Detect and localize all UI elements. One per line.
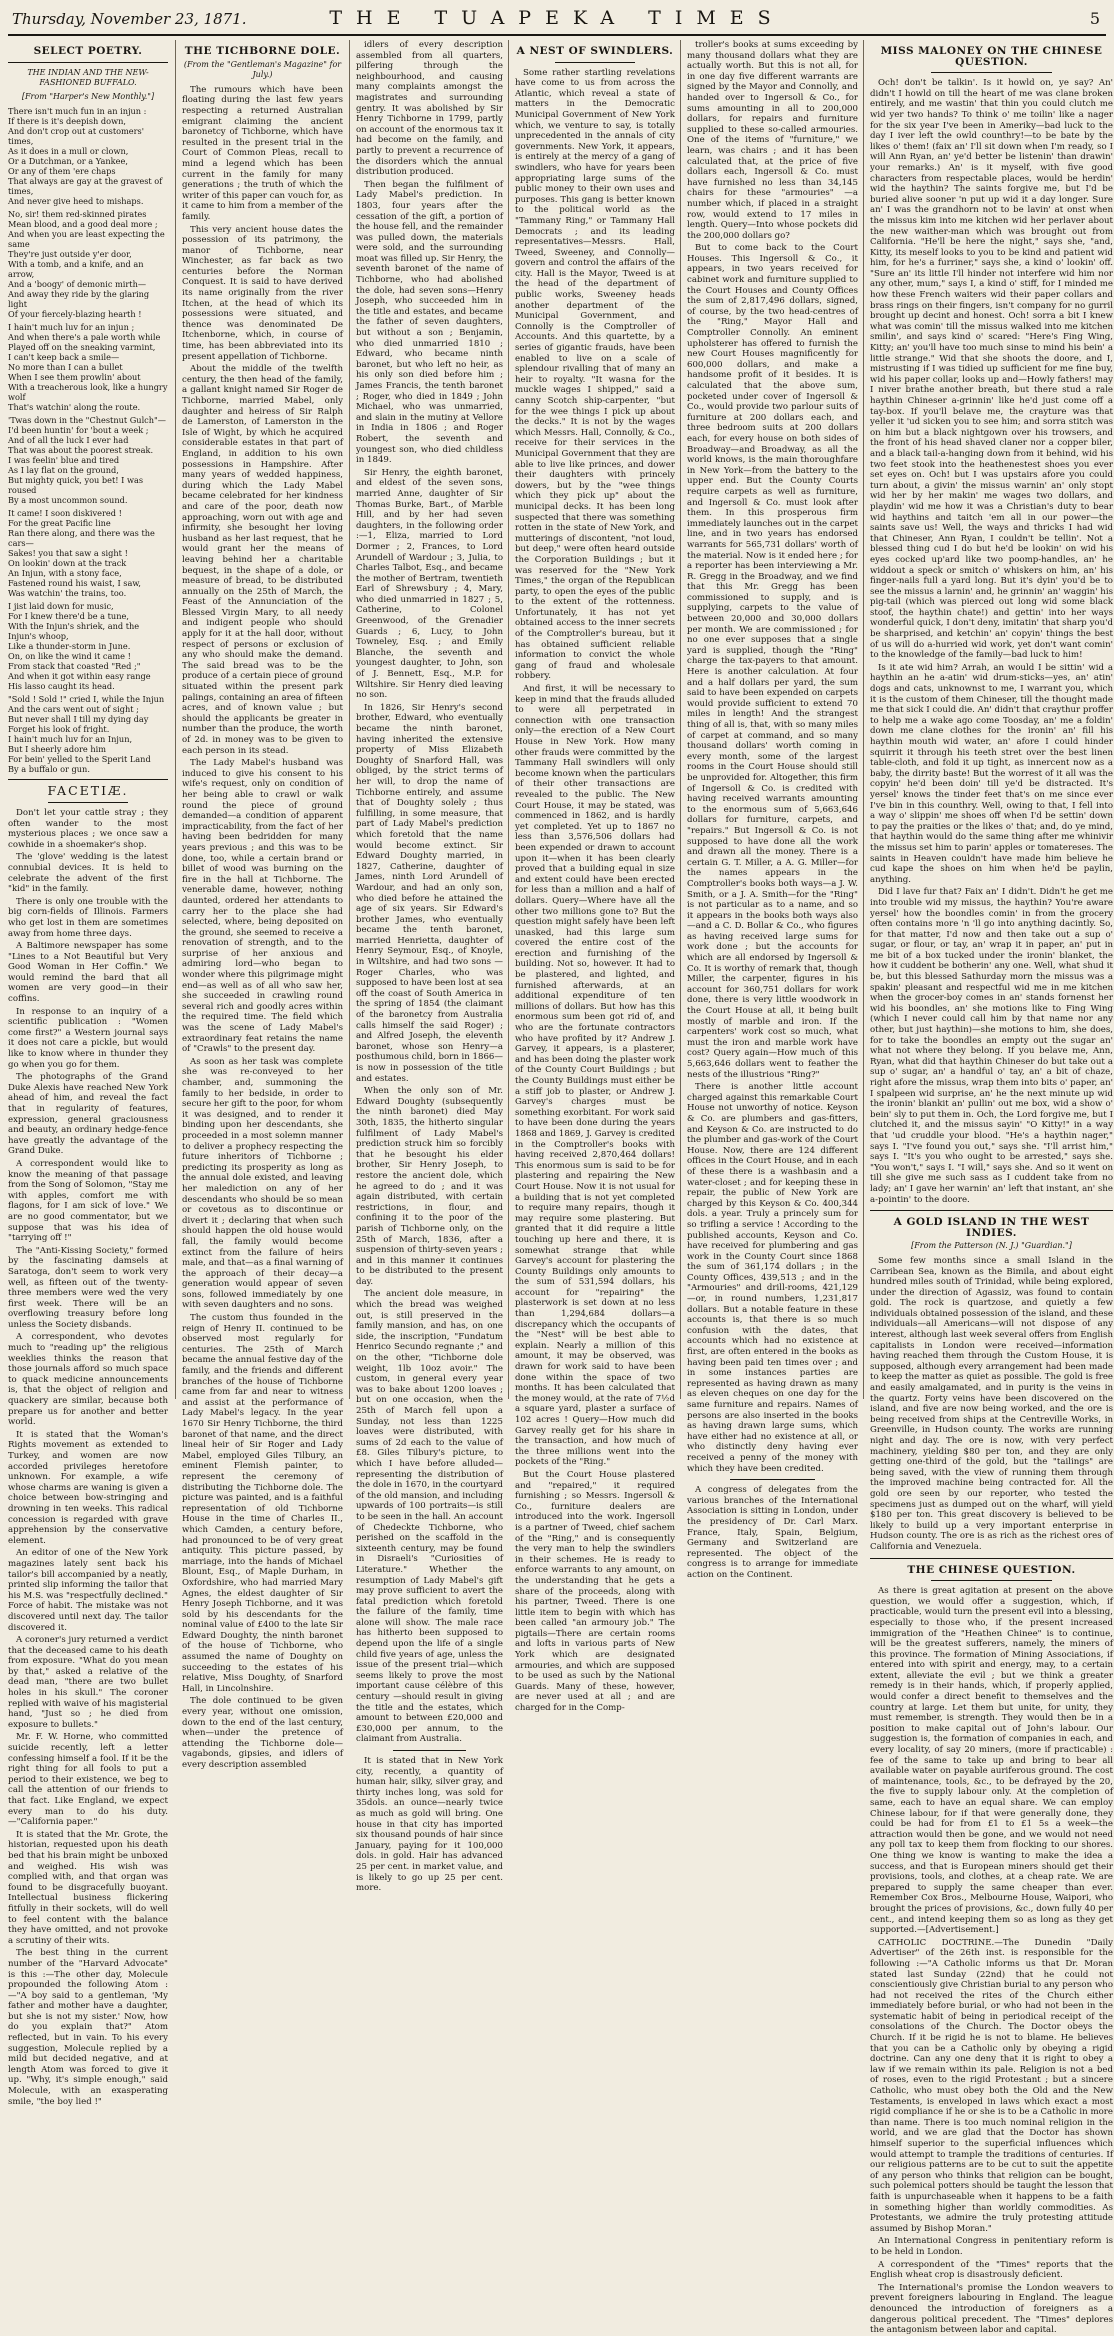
short-rule (393, 1750, 467, 1751)
short-rule (555, 62, 635, 63)
column-tichborne-dole (175, 40, 349, 1770)
article-paragraph: The ancient dole measure, in which the bread was weighed out, is still preserved in the family mansion, and has, on one side, the inscription, "Fundatum Henrico Secundo regnante ;" and on the other, "Tichborne dole weight, 1lb 10oz avoir." The custom, in general every year was to bake about 1200 loaves ; but on one occasion, when the 25th of March fell upon a Sunday, not less than 1225 loaves were distributed, with sums of 2d each to the value of £8. Giles Tilbury's picture, to which I have before alluded—representing the distribution of the dole in 1670, in the courtyard of the old mansion, and including upwards of 100 portraits—is still to be seen in the hall. An account of Chedeckte Tichborne, who perished on the scaffold in the sixteenth century, may be found in Disraeli's "Curiosities of Literature." Whether the resumption of Lady Mabel's gift may prove sufficient to avert the fatal prediction which foretold the failure of the family, time alone will show. The male race has hitherto been supposed to depend upon the life of a single child five years of age, unless the issue of the present trial—which seems likely to prove the most important cause célèbre of this century —should result in giving the title and the estates, which amount to between £20,000 and £30,000 per annum, to the claimant from Australia. (356, 1289, 503, 1745)
poem-stanza: There isn't much fun in an injun : If there is it's deepish down, And don't crop out at customers' times, As it does in a mull or clown, Or a Dutchman, or a Yankee, Or any of them 'ere chaps That always are gay at the gravest of times, And never give heed to mishaps. (8, 106, 163, 207)
section-heading-select-poetry: SELECT POETRY. (33, 45, 143, 57)
article-paragraph: When the only son of Mr. Edward Doughty (subsequently the ninth baronet) died May 30th, 1835, the hitherto singular fulfilment of Lady Mabel's prediction struck him so forcibly that he besought his elder brother, Sir Henry Joseph, to restore the ancient dole, which he agreed to do ; and it was again distributed, with certain restrictions, in flour, and confining it to the poor of the parish of Tichborne only, on the 25th of March, 1836, after a suspension of thirty-seven years ; and in this manner it continues to be distributed to the present day. (356, 1086, 503, 1287)
article-paragraph: Some few months since a small Island in the Carribean Sea, known as the Bimila, and about eight hundred miles south of Trinidad, while being explored, under the direction of Agassiz, was found to contain gold. The rock is quartzose, and quietly a few individuals obtained possession of the island, and these individuals—all Americans—will not dispose of any interest, although last week several offers from English capitalists in London were received—information having reached them through the Custom House, it is supposed, although every arrangement had been made to keep the matter as quiet as possible. The gold is free and easily amalgamated, and in purity is the veins in the quartz. Forty veins have been discovered on the island, and five are now being worked, and the ore is being received from ships at the Centreville Works, in Greenville, in Hudson county. The works are running night and day. The ore is now, with very perfect machinery, yielding $80 per ton, and they are only getting one-third of the gold, but the "tailings" are being saved, with the view of running them through the improved machine being contracted for. All the gold ore seen by our reporter, who tested the specimens just as dumped out on the wharf, will yield $180 per ton. This great discovery is believed to be likely to build up a very important enterprise in Hudson county. The ore is as rich as the richest ores of California and Venezuela. (870, 1255, 1113, 1552)
page-number: 5 (1089, 9, 1100, 28)
facetiae-item: It is stated that the Mr. Grote, the historian, requested upon his death bed that his brain might be unboxed and weighed. His wish was complied with, and that organ was found to be disgracefully buoyant. Intellectual business flickering fitfully in their sockets, will do well to feel content with the balance they have omitted, and not provoke a scrutiny of their wits. (8, 1829, 168, 1946)
column-tichborne-continued (349, 40, 509, 1894)
article-paragraph: But to come back to the Court Houses. This Ingersoll & Co., it appears, in two years received for cabinet work and furniture supplied to the Court Houses and County Offices the sum of 2,817,496 dollars, signed, of course, by the two head-centres of the "Ring," Mayor Hall and Comptroller Connolly. An eminent upholsterer has offered to furnish the new Court Houses magnificently for 600,000 dollars, and make a handsome profit of it besides. It is calculated that the above sum, pocketed under cover of Ingersoll & Co., would provide two parlour suits of furniture at 200 dollars each, and three bedroom suits at 200 dollars each, for every house on both sides of Broadway—and Broadway, as all the world knows, is the main thoroughfare in New York—from the battery to the upper end. But the County Courts require carpets as well as furniture, and Ingersoll & Co. must look after them. In this prosperous firm immediately launches out in the carpet line, and in two years has endorsed warrants for 565,731 dollars' worth of the material. Now is it ended here ; for a reporter has been interviewing a Mr. R. Gregg in the Broadway, and we find that this Mr. Gregg has been commissioned to supply, and is supplying, carpets to the value of between 20,000 and 30,000 dollars per month. We are commissioned ; for no one ever supposes that a single yard is supplied, though the "Ring" charge the tax-payers to that amount. Here is another calculation. At four and a half dollars per yard, the sum said to have been expended on carpets would provide sufficient to extend 70 miles in length! And the strangest thing of all is, that, with so many miles of carpet at command, and so many thousand dollars' worth coming in every month, some of the largest rooms in the Court House should still be unprovided for. Altogether, this firm of Ingersoll & Co. is credited with having received warrants amounting to the enormous sum of 5,663,646 dollars for furniture, carpets, and "repairs." But Ingersoll & Co. is not supposed to have done all the work and drawn all the money. There is a certain G. T. Miller, a A. G. Miller—for the names appears in the Comptroller's books both ways—a J. W. Smith, or a J. A. Smith—for the "Ring" is not particular as to a name, and so it appears in the books both ways also—and a C. D. Bollar & Co., who figures as having received large sums for work done ; but the accounts for which are all endorsed by Ingersoll & Co. It is worthy of remark that, though Miller, the carpenter, figures in his account for 360,751 dollars for work done, there is very little woodwork in the Court House at all, it being built mostly of marble and iron. If the carpenters' work cost so much, what must the iron and marble work have cost? Query again—How much of this 5,663,646 dollars went to feather the nests of the illustrious "Ring?" (687, 243, 858, 1080)
issue-date: Thursday, November 23, 1871. (12, 10, 247, 28)
poem-source: [From "Harper's New Monthly."] (21, 91, 155, 101)
news-item: An International Congress in penitentiary reform is to be held in London. (870, 2236, 1113, 2257)
poem-stanza: 'Twas down in the "Chestnut Gulch"— I'd been huntin' for 'bout a week ; And of all the luck I ever had That was about the poorest streak. I was feelin' blue and tired As I lay flat on the ground, But mighty quick, you bet! I was roused By a most uncommon sound. (8, 415, 166, 506)
facetiae-item: A correspondent would like to know the meaning of that passage from the Song of Solomon, "Stay me with apples, comfort me with flagons, for I am sick of love." We are no good commentator, but we suppose that was his idea of "tarrying off !" (8, 1158, 168, 1244)
poem-stanza: I hain't much luv for an injun ; And when there's a pale worth while Played off on the sneaking varmint, I can't keep back a smile— No more than I can a bullet When I see them prowlin' about With a treacherous look, like a hungry wolf That's watchin' along the route. (8, 322, 168, 413)
facetiae-item: Don't let your cattle stray ; they often wander to the most mysterious places ; we once saw a cowhide in a shoemaker's shop. (8, 807, 168, 850)
short-rule (931, 1580, 1053, 1581)
article-heading-chinese-question: THE CHINESE QUESTION. (907, 1563, 1076, 1576)
article-paragraph: CATHOLIC DOCTRINE.—The Dunedin "Daily Advertiser" of the 26th inst. is responsible for the following :—"A Catholic informs us that Dr. Moran stated last Sunday (22nd) that he could not conscientiously give Christian burial to any person who had not received the rites of the Church either immediately before burial, or who had not been in the systematic habit of being in periodical receipt of the consolations of the Church. The Doctor obeys the Church. If it be rigid he is not to blame. He believes that you can be a Catholic only by obeying a rigid doctrine. Can any one deny that it is right to obey a law if we remain within its pale. Religion is not a bed of roses, even to the rigid Protestant ; but a sincere Catholic, who must obey both the Old and the New Testaments, is enveloped in laws which exact a most rigid compliance if he or she is to be a Catholic in more than name. There is too much nominal religion in the world, and we are glad that the Doctor has shown himself superior to the superficial influences which would attempt to trample the traditions of centuries. If our religious patterns are to be cut to suit the appetite of any person who thinks that religion can be bought, such polemical potters should be taught the lesson that faith is unpurchaseable when it happens to be a faith in something higher than worldly commodities. As Protestants, we admire the truly protesting attitude assumed by Bishop Moran." (870, 1937, 1113, 2234)
article-heading-gold-island: A GOLD ISLAND IN THE WEST INDIES. (893, 1216, 1090, 1239)
rule-divider (870, 1210, 1113, 1211)
news-item: A congress of delegates from the various branches of the International Association is sitting in London, under the presidency of Dr. Carl Marx. France, Italy, Spain, Belgium, Germany and Switzerland are represented. The object of the congress is to arrange for immediate action on the Continent. (687, 1485, 858, 1580)
article-paragraph: The rumours which have been floating during the last few years respecting a returned Australian emigrant claiming the ancient baronetcy of Tichborne, which have resulted in the present trial in the Court of Common Pleas, recall to mind a legend which has been current in the family for many generations ; the truth of which the writer of this paper can vouch for, as it came to him from a member of the family. (182, 84, 343, 222)
facetiae-item: A coroner's jury returned a verdict that the deceased came to his death from exposure. "What do you mean by that," asked a relative of the dead man, "there are two bullet holes in his skull." The coroner replied with waive of his magisterial hand, "Just so ; he died from exposure to bullets." (8, 1635, 168, 1730)
facetiae-item: It is stated that the Woman's Rights movement as extended to Turkey, and women are now accorded privileges heretofore unknown. For example, a wife whose charms are waning is given a choice between bow-stringing and drowning in ten weeks. This radical concession is regarded with grave apprehension by the conservative element. (8, 1429, 168, 1546)
rule-divider (8, 779, 168, 780)
facetiae-item: The "Anti-Kissing Society," formed by the fascinating damsels at Saratoga, don't seem to work very well, as fifteen out of the twenty-three members were wed the very first week. There will be an overflowing treasury before long unless the Society disbands. (8, 1245, 168, 1330)
column-select-poetry (8, 40, 174, 2107)
article-paragraph: But the Court House plastered and "repaired," it required furnishing ; so Messrs. Ingersoll & Co., furniture dealers are introduced into the work. Ingersoll is a partner of Tweed, chief sachem of the "Ring," and is consequently the very man to help the swindlers in their schemes. He is ready to enforce warrants to any amount, on the understanding that he gets a share of the proceeds, along with his partner, Tweed. There is one little item to begin with which has been called "an armoury job." The pigtails—There are certain rooms and lofts in various parts of New York which are designated armouries, and which are supposed to be used as such by the National Guards. Many of these, however, are never used at all ; and are charged for in the Comp- (515, 1469, 675, 1714)
poem-stanza: "Sold ! Sold !" cried I, while the Injun And the cars went out of sight ; But never shall I till my dying day Forget his look of fright. I hain't much luv for an Injun, But I sheerly adore him For bein' yelled to the Sperit Land By a buffalo or gun. (8, 694, 165, 775)
poem-stanza: It came! I soon diskivered ! For the great Pacific line Ran there along, and there was the cars— Sakes! you that saw a sight ! On lookin' down at the track An Injun, with a stony face, Fastened round his waist, I saw, Was watchin' the trains, too. (8, 508, 155, 599)
facetiae-item: In response to an inquiry of a scientific publication : "Women come first?" a Western journal says it does not care a pickle, but would like to know where in thunder they go when you go for them. (8, 1006, 168, 1070)
article-paragraph: Did I lave fur that? Faix an' I didn't. Didn't he get me into trouble wid my missus, the haythin? You're aware yersel' how the boondles comin' in from the grocery often contains more 'n 'll go into anything dacintly. So, for that matter, I'd now and then take out a sup o' sugar, or flour, or tay, an' wrap it in paper, an' put in me bit of a box tucked under the ironin' blanket, the how it cuddent be botherin' any one. Well, what shud it be, but this blessed Sathurday morn the missus was a spakin' pleasant and respectful wid me in me kitchen when the grocer-boy comes in an' stands fornenst her wid his boondles, an' she motions like to Fing Wing (which I never could call him by that name nor any other, but just haythin)—she motions to him, she does, for to take the boondles an empty out the sugar an' what not where they belong. If you belave me, Ann, Ryan, what did that haythin Chineser do but take out a sup o' sugar, an' a handful o' tay, an' a bit of chaze, right afore the missus, wrap them into bits o' paper, an' I spalpeen wid surprise, an' he the next minute up wid the ironin' blankit an' pullin' out me box, wid a show o' bein' sly to put them in. Och, the Lord forgive me, but I clutched it, and the missus sayin' "O Kitty!" in a way that 'ud cruddle your blood. "He's a haythin nager," says I. "I've found you out," says she. "I'll arrist him," says I. "It's you who ought to be arrested," says she. "You won't," says I. "I will," says she. And so it went on till she give me such sass as I cuddent take from no lady; an' I gave her warnin' an' left that instant, an' she a-pointin' to the doore. (870, 887, 1113, 1205)
facetiae-item: A Baltimore newspaper has some "Lines to a Not Beautiful but Very Good Woman in Her Coffin." We would remind the bard that all women are very good—in their coffins. (8, 941, 168, 1005)
article-paragraph: Then began the fulfilment of Lady Mabel's prediction. In 1803, four years after the cessation of the gift, a portion of the house fell, and the remainder was pulled down, the materials were sold, and the surrounding moat was filled up. Sir Henry, the seventh baronet of the name of Tichborne, who had abolished the dole, had seven sons—Henry Joseph, who succeeded him in the title and estates, and became the father of seven daughters, but without a son ; Benjamin, who died unmarried 1810 ; Edward, who became ninth baronet, but who left no heir, as his only son died before him ; James Francis, the tenth baronet ; Roger, who died in 1849 ; John Michael, who was unmarried, and slain in the mutiny at Vellore in India in 1806 ; and Roger Robert, the seventh and youngest son, who died childless in 1849. (356, 179, 503, 466)
article-paragraph: Och! don't be talkin'. Is it howld on, ye say? An' didn't I howld on till the heart of me was clane broken entirely, and me wastin' that thin you could clutch me wid yer two hands? To think o' me toilin' like a nager for the six year I've been in Ameriky—bad luck to the day I iver left the owld counthry!—to be bate by the likes o' them! (faix an' I'll sit down when I'm ready, so I will Ann Ryan, an' ye'd better be listenin' than drawin' your remarks.) An' is it myself, with five good characters from respectable places, would be herdin' wid the haythin? The saints forgive me, but I'd be buried alive sooner 'n put up wid it a day longer. Sure an' I was the grandhorn not to be lavin' at onst when the missus kim into me kitchen wid her perlaver about the new waither-man which was brought out from California. "He'll be here the night," says she, "and, Kitty, its meself looks to you to be kind and patient wid him, for he's a furriner," says she, a kind o' lookin' off. "Sure an' its little I'll hinder not interfere wid him nor any other, mum," says I, a kind o' stiff, for I minded me how these French waiters wid their paper collars and brass rings on their fingers, isn't company for no gurril brought up decint and honest. Och! sorra a bit I knew what was comin' till the missus walked into me kitchen smilin', and says kind o' scared: "Here's Fing Wing, Kitty; an' you'll have too much sinse to mind his bein' a little strange." Wid that she shoots the doore, and I, mistrusting if I was tidied up sufficient for me fine buy, wid his paper collar, looks up and—Howly fathers! may I niver brathe another breath, but there stud a rale haythin Chineser a-grinnin' like he'd just come off a tay-box. If you'll belave me, the crayture was that yeller it 'ud sicken you to see him; and sorra stitch was on him but a black nightgown over his trowsers, and the front of his head shaved claner nor a copper biler, and a black tail-a-hanging down from it behind, wid his two feet stook into the heathenestest shoes you ever set eyes on. Och! but I was upstairs afore you could turn about, a givin' the missus warnin' an' only stopt wid her by her makin' me wages two dollars, and playdin' wid me how it was a Christian's duty to bear wid haythins and taitch 'em all in our power—the saints save us! Well, the ways and thricks I had wid that Chineser, Ann Ryan, I couldn't be tellin'. Not a blessed thing cud I do but he'd be lookin' on wid his eyes cocked up'ard like two poomp-handles, an' he widdout a speck or smitch o' whiskers on him, an' his finger-nails full a yard long. But it's dyin' you'd be to see the missus a larnin' and, he grinnin' an' waggin' his pig-tail (which was pierced out long wid some black stoof, the haythin chate!) and gettin' into her ways wonderful quick, I don't deny, imitatin' that sharp you'd be sharprised, and ketchin' an' copyin' things the best of us will do a-hurried wid work, yet don't want comin' to the knowledge of the family—bad luck to him! (870, 78, 1113, 661)
article-paragraph: The custom thus founded in the reign of Henry II. continued to be observed most regularly for centuries. The 25th of March became the annual festive day of the family, and the friends and different branches of the house of Tichborne came from far and near to witness and assist at the performance of Lady Mabel's legacy. In the year 1670 Sir Henry Tichborne, the third baronet of that name, and the direct lineal heir of Sir Roger and Lady Mabel, employed Giles Tilbury, an eminent Flemish painter, to represent the ceremony of distributing the Tichborne dole. The picture was painted, and is a faithful representation of old Tichborne House in the time of Charles II., which Camden, a century before, had pronounced to be of very great antiquity. This picture passed, by marriage, into the hands of Michael Blount, Esq., of Maple Durham, in Oxfordshire, who had married Mary Agnes, the eldest daughter of Sir Henry Joseph Tichborne, and it was sold by his descendants for the nominal value of £400 to the late Sir Edward Doughty, the ninth baronet of the house of Tichborne, who assumed the name of Doughty on succeeding to the estates of his relative, Miss Doughty, of Snarford Hall, in Lincolnshire. (182, 1313, 343, 1694)
facetiae-item: An editor of one of the New York magazines lately sent back his tailor's bill accompanied by a neatly, printed slip informing the tailor that his M.S. was "respectfully declined." Force of habit. The mistake was not discovered until next day. The tailor discovered it. (8, 1548, 168, 1633)
facetiae-item: The best thing in the current number of the "Harvard Advocate" is this :—The other day, Molecule propounded the following Atom :—"A boy said to a gentleman, 'My father and mother have a daughter, but she is not my sister.' Now, how do you explain that?" Atom reflected, but in vain. To his every suggestion, Molecule replied by a mild but decided negative, and at length Atom was forced to give it up. "Why, it's simple enough," said Molecule, with an exasperating smile, "the boy lied !" (8, 1948, 168, 2107)
news-item: It is stated that in New York city, recently, a quantity of human hair, silky, silver gray, and thirty inches long, was sold for 35dols. an ounce—nearly twice as much as gold will bring. One house in that city has imported six thousand pounds of hair since January, paying for it 100,000 dols. in gold. Hair has advanced 25 per cent. in market value, and is likely to go up 25 per cent. more. (356, 1756, 503, 1894)
column-nest-of-swindlers (508, 40, 681, 1714)
article-paragraph: Sir Henry, the eighth baronet, and eldest of the seven sons, married Anne, daughter of Sir Thomas Burke, Bart., of Marble Hill, and by her had seven daughters, in the following order :—1, Eliza, married to Lord Dormer ; 2, Frances, to Lord Arundell of Wardour ; 3, Julia, to Charles Talbot, Esq., and became the mother of Bertram, twentieth Earl of Shrewsbury ; 4, Mary, who died unmarried in 1827 ; 5, Catherine, to Colonel Greenwood, of the Grenadier Guards ; 6, Lucy, to John Towneley, Esq. ; and Emily Blanche, the seventh and youngest daughter, to John, son of J. Bennett, Esq., M.P. for Wiltshire. Sir Henry died leaving no son. (356, 467, 503, 701)
article-paragraph: And first, it will be necessary to keep in mind that the frauds alluded to were all perpetrated in connection with one transaction only—the erection of a New Court House in New York. How many other frauds were committed by the Tammany Hall swindlers will only become known when the particulars of their other transactions are revealed to the public. The New Court House, it may be stated, was commenced in 1862, and is hardly yet completed. Yet up to 1867 no less than 3,576,506 dollars had been expended or drawn to account upon it—when it has been clearly proved that a building equal in size and extent could have been erected for less than a million and a half of dollars. Query—Where have all the other two millions gone to? But the question might safely have been left unasked, had this large sum covered the entire cost of the erection and furnishing of the building. Not so, however. It had to be plastered, and lighted, and furnished afterwards, at an additional expenditure of ten millions of dollars. But how has this enormous sum been got rid of, and who are the fortunate contractors who have profited by it? Andrew J. Garvey, it appears, is a plasterer, and has been doing the plaster work of the County Court Buildings ; but the County Buildings must either be a stiff job to plaster, or Andrew J. Garvey's charges must be something exorbitant. For work said to have been done during the years 1868 and 1869, J. Garvey is credited in the Comptroller's books with having received 2,870,464 dollars! This enormous sum is said to be for plastering and repairing the New Court House. Now it is not usual for a building that is not yet completed to require many repairs, though it may require some plastering. But granted that it did require a little touching up here and there, it is somewhat strange that while Garvey's account for plastering the County Buildings only amounts to the sum of 531,594 dollars, his account for "repairing" the plasterwork is set down at no less than 1,294,684 dollars—a discrepancy which the occupants of the "Nest" will be best able to explain. Nearly a million of this amount, it may be observed, was drawn for work said to have been done within the space of two months. It has been calculated that the money would, at the rate of 7½d a square yard, plaster a surface of 102 acres ! Query—How much did Garvey really get for his share in the transaction, and how much of the three millions went into the pockets of the "Ring." (515, 684, 675, 1468)
article-source: [From the Patterson (N. J.) "Guardian."] (911, 1241, 1072, 1251)
short-rule (931, 72, 1053, 73)
article-paragraph: As soon as her task was complete she was re-conveyed to her chamber, and, summoning the family to her bedside, in order to secure her gift to the poor, for whom it was designed, and to render it binding upon her descendants, she proceeded in a most solemn manner to deliver a prophecy respecting the future inheritors of Tichborne ; predicting its prosperity as long as the annual dole existed, and leaving her malediction on any of her descendants who should be so mean or covetous as to discontinue or divert it ; declaring that when such should happen the old house would fall, the family would become extinct from the failure of heirs male, and that—as a final warning of the approach of their decay—a generation would appear of seven sons, followed immediately by one with seven daughters and no sons. (182, 1056, 343, 1311)
article-paragraph: Is it ate wid him? Arrah, an would I be sittin' wid a haythin an he a-atin' wid drum-sticks—yes, an' atin' dogs and cats, unknownst to me, I warrant you, which it is the custom of them Chineser, till the thought made me that sick I could die. An' didn't that craythur proffer to help me a wake ago come Toosday, an' me a foldin' down me clane clothes for the ironin' an' fill his haythin mouth wid water, an' afore I could hinder squirrit it through his teeth stret over the best linen table-cloth, and fold it up tight, as innercent now as a baby, the dirrity baste! But the worrest of it all was the copyin' he'd been doin' till ye'd be distracted. It's yersel' knows the tinder feet that's on me since ever I've bin in this counthry. Well, owing to that, I fell into a way o' slippin' me shoes off when I'd be settin' down to pay the praities or the likes o' that; and, do ye mind, that haythin would do the same thing after me whinivir the missus set him to parin' apples or tomatereses. The saints in Heaven couldn't have made him believe he cud kape the shoes on him when he'd be paylin, anything. (870, 662, 1113, 885)
article-paragraph: The dole continued to be given every year, without one omission, down to the end of the last century, when—under the pretence of attending the Tichborne dole—vagabonds, gipsies, and idlers of every description assembled (182, 1696, 343, 1770)
article-paragraph: About the middle of the twelfth century, the then head of the family, a gallant knight named Sir Roger de Tichborne, married Mabel, only daughter and heiress of Sir Ralph de Lamerston, of Lamerston in the Isle of Wight, by which he acquired considerable estates in that part of England, in addition to his own possessions in Hampshire. After many years of wedded happiness, during which the Lady Mabel became celebrated for her kindness and care of the poor, death now approaching, worn out with age and infirmity, she besought her loving husband as her last request, that he would grant her the means of leaving behind her a charitable bequest, in the shape of a dole, or measure of bread, to be distributed annually on the 25th of March, the Feast of the Annunciation of the Blessed Virgin Mary, to all needy and indigent people who should apply for it at the hall door, without respect of persons or exclusion of any who should make the demand. The said bread was to be the produce of a certain piece of ground situated within the present park palings, containing an area of fifteen acres, and of known value ; but should the applicants be greater in number than the produce, the worth of 2d. in money was to be given to each person in its stead. (182, 364, 343, 756)
article-paragraph: This very ancient house dates the possession of its patrimony, the manor of Tichborne, near Winchester, as far back as two centuries before the Norman Conquest. It is said to have derived its name originally from the river Itchen, at the head of which its possessions were situated, and thence was denominated De Itchenborne, which, in course of time, has been abbreviated into its present appellation of Tichborne. (182, 224, 343, 362)
newspaper-title: THE TUAPEKA TIMES (329, 7, 785, 29)
article-paragraph: The Lady Mabel's husband was induced to give his consent to his wife's request, only on condition of her being able to crawl or walk round the piece of ground demanded—a condition of apparent impracticability, from the fact of her having been bedridden for many years previous ; and this was to be done, too, while a certain brand or billet of wood was burning on the fire in the hall at Tichborne. The venerable dame, however, nothing daunted, ordered her attendants to carry her to the place she had selected, where, being deposited on the ground, she seemed to receive a renovation of strength, and to the surprise of her anxious and admiring lord—who began to wonder where this pilgrimage might end—as well as of all who saw her, she succeeded in crawling round several rich and goodly acres within the required time. The field which was the scene of Lady Mabel's extraordinary feat retains the name of "Crawls" to the present day. (182, 758, 343, 1055)
article-paragraph: Some rather startling revelations have come to us from across the Atlantic, which reveal a state of matters in the Democratic Municipal Government of New York which, we venture to say, is totally unprecedented in the annals of city governments. New York, it appears, is entirely at the mercy of a gang of swindlers, who have for years been appropriating large sums of the public money to their own uses and purposes. This gang is better known to the political world as the "Tammany Ring," or Tammany Hall Democrats ; and its leading representatives—Messrs. Hall, Tweed, Sweeney, and Connolly—govern and control the affairs of the city. Hall is the Mayor, Tweed is at the head of the department of public works, Sweeney heads another department of the Municipal Government, and Connolly is the Comptroller of Accounts. And this quartette, by a series of gigantic frauds, have been enabled to live on a scale of splendour rivalling that of many an heir to royalty. "It wasna for the muckle wages I shipped," said a canny Scotch ship-carpenter, "but for the wee things I pick up about the decks." It is not by the wages which Messrs. Hall, Connolly, & Co., receive for their services in the Municipal Government that they are able to live like princes, and dower their daughters with princely dowers, but by the "wee things which they pick up" about the municipal decks. It has been long suspected that there was something rotten in the state of New York, and mutterings of discontent, "not loud, but deep," were often heard outside the Corporation Buildings ; but it was reserved for the "New York Times," the organ of the Republican party, to open the eyes of the public to the extent of the rottenness. Unfortunately, it has not yet obtained access to the inner secrets of the Comptroller's bureau, but it has obtained sufficient reliable information to convict the whole gang of fraud and wholesale robbery. (515, 67, 675, 682)
article-paragraph: idlers of every description assembled from all quarters, pilfering through the neighbourhood, and causing many complaints amongst the magistrates and surrounding gentry. It was abolished by Sir Henry Tichborne in 1799, partly on account of the enormous tax it had become on the family, and partly to prevent a recurrence of the disorders which the annual distribution produced. (356, 40, 503, 178)
short-rule (48, 802, 128, 803)
facetiae-item: There is only one trouble with the big corn-fields of Illinois. Farmers who get lost in them are sometimes away from home three days. (8, 896, 168, 939)
article-heading-tichborne-dole: THE TICHBORNE DOLE. (184, 45, 341, 57)
article-paragraph: There is another little account charged against this remarkable Court House not unworthy of notice. Keyson & Co. are plumbers and gas-fitters, and Keyson & Co. are instructed to do the plumber and gas-work of the Court House. Now, there are 124 different offices in the Court House, and in each of these there is a washbasin and a water-closet ; and for keeping these in repair, the public of New York are charged by this Keyson & Co. 400,344 dols. a year. Truly a princely sum for so trifling a service ! According to the published accounts, Keyson and Co. have received for plumbering and gas work in the County Court since 1868 the sum of 361,174 dollars ; in the County Offices, 439,513 ; and in the "Armouries" and drill-rooms, 421,129—or, in round numbers, 1,231,817 dollars. But a notable feature in these accounts is, that there is so much confusion with the dates, that accounts which had no existence at first, are often entered in the books as having been paid ten times over ; and in some instances parties are represented as having drawn as many as eleven cheques on one day for the same furniture and repairs. Names of persons are also inserted in the books as having drawn large sums, which have either had no existence at all, or who distinctly deny having ever received a penny of the money with which they have been credited. (687, 1082, 858, 1474)
article-paragraph: As there is great agitation at present on the above question, we would offer a suggestion, which, if practicable, would turn the present evil into a blessing, especially to those who, if the present increased immigration of the "Heathen Chinee" is to continue, will be the greatest sufferers, namely, the miners of this province. The formation of Mining Associations, if entered into with spirit and energy, may, to a certain extent, alleviate the evil ; but we think a greater remedy is in their hands, which, if properly applied, would confer a direct benefit to themselves and the country at large. Let them but unite, for unity, they must remember, is strength. They would then be in a position to make capital out of John's labour. Our suggestion is, the formation of companies in each, and every locality, of say 20 miners, (more if practicable) : fee of the same to take up and bring to bear all available water on payable auriferous ground. The cost of maintenance, tools, &c., to be defrayed by the 20, the five to supply labour only. At the completion of same, each to have an equal share. We can employ Chinese labour, for if that were generally done, they could be had for from £1 to £1 5s a week—the attraction would then be gone, and we would not need any poll tax to keep them from flocking to our shores. One thing we know is wanting to make the idea a success, and that is European miners should get their provisions, tools, and clothes, at a cheap rate. We are prepared to supply the same cheaper than ever. Remember Cox Bros., Melbourne House, Waipori, who brought the prices of provisions, &c., down fully 40 per cent., and intend keeping them so as long as they get supported.—[Advertisement.] (870, 1586, 1113, 1936)
column-miss-maloney (863, 40, 1113, 2336)
news-item: A correspondent of the "Times" reports that the English wheat crop is disastrously deficient. (870, 2259, 1113, 2281)
short-rule (730, 1479, 816, 1480)
rule-divider (870, 1558, 1113, 1559)
column-swindlers-continued (680, 40, 864, 1580)
article-paragraph: troller's books at sums exceeding by many thousand dollars what they are actually worth. But this is not all, for in one day five different warrants are signed by the Mayor and Connolly, and handed over to Ingersoll & Co., for sums amounting in all to 200,000 dollars, for repairs and furniture supplied to these so-called armouries. One of the items of "furniture," we learn, was chairs ; and it has been calculated that, at the price of five dollars each, Ingersoll & Co. must have furnished no less than 34,145 chairs for these "armouries" —a number which, if placed in a straight row, would extend to 17 miles in length. Query—Into whose pockets did the 200,000 dollars go? (687, 40, 858, 241)
article-source: (From the "Gentleman's Magazine" for July.) (183, 59, 342, 80)
poem-title: THE INDIAN AND THE NEW-FASHIONED BUFFALO. (27, 67, 149, 88)
facetiae-item: Mr. F. W. Horne, who committed suicide recently, left a letter confessing himself a fool. If it be the right thing for all fools to put a period to their existence, we beg to call the attention of our friends to that fact. Like England, we expect every man to do his duty.—"California paper." (8, 1732, 168, 1828)
facetiae-item: A correspondent, who devotes much to "reading up" the religious weeklies thinks the reason that those journals afford so much space to quack medicine announcements is, that the object of religion and quackery are similar, because both prepare us for another and better world. (8, 1332, 168, 1428)
article-heading-miss-maloney: MISS MALONEY ON THE CHINESE QUESTION. (880, 45, 1103, 68)
masthead (8, 6, 1106, 36)
news-item: The International's promise the London weavers to prevent foreigners labouring in England. The league denounced the introduction of foreigners as a dangerous political precedent. The "Times" deplores the antagonism between labor and capital. (870, 2282, 1113, 2336)
poem-stanza: I jist laid down for music, For I knew there'd be a tune, With the Injun's shriek, and the Injun's whoop, Like a thunder-storm in June. On, on like the wind it came ! From stack that coasted "Red ;" And when it got within easy range His lasso caught its head. (8, 601, 151, 692)
facetiae-item: The 'glove' wedding is the latest connubial devices. It is held to celebrate the advent of the first "kid" in the family. (8, 852, 168, 895)
rule-divider (8, 62, 168, 63)
article-heading-nest-of-swindlers: A NEST OF SWINDLERS. (516, 45, 674, 57)
facetiae-item: The photographs of the Grand Duke Alexis have reached New York ahead of him, and reveal the fact that in regularity of features, expression, general graciousness and beauty, an ordinary hedge-fence have greatly the advantage of the Grand Duke. (8, 1072, 168, 1157)
poem-stanza: No, sir! them red-skinned pirates Mean blood, and a good deal more ; And when you are least expecting the same They're just outside y'er door, With a tomb, and a knife, and an arrow, And a 'boogy' of demonic mirth— And away they ride by the glaring light Of your fiercely-blazing hearth ! (8, 209, 165, 320)
section-heading-facetiae: FACETIÆ. (47, 783, 129, 799)
article-paragraph: In 1826, Sir Henry's second brother, Edward, who eventually became the ninth baronet, having inherited the extensive property of Miss Elizabeth Doughty of Snarford Hall, was obliged, by the strict terms of her will, to drop the name of Tichborne entirely, and assume that of Doughty solely ; thus fulfilling, in some measure, that part of Lady Mabel's prediction which foretold that the name would become extinct. Sir Edward Doughty married, in 1827, Catherine, daughter of James, ninth Lord Arundell of Wardour, and had an only son, who died before he attained the age of six years. Sir Edward's brother James, who eventually became the tenth baronet, married Henrietta, daughter of Henry Seymour, Esq., of Knoyle, in Wiltshire, and had two sons —Roger Charles, who was supposed to have been lost at sea off the coast of South America in the spring of 1854 (the claimant of the baronetcy from Australia calls himself the said Roger) ; and Alfred Joseph, the eleventh baronet, whose son Henry—a posthumous child, born in 1866—is now in possession of the title and estates. (356, 702, 503, 1084)
